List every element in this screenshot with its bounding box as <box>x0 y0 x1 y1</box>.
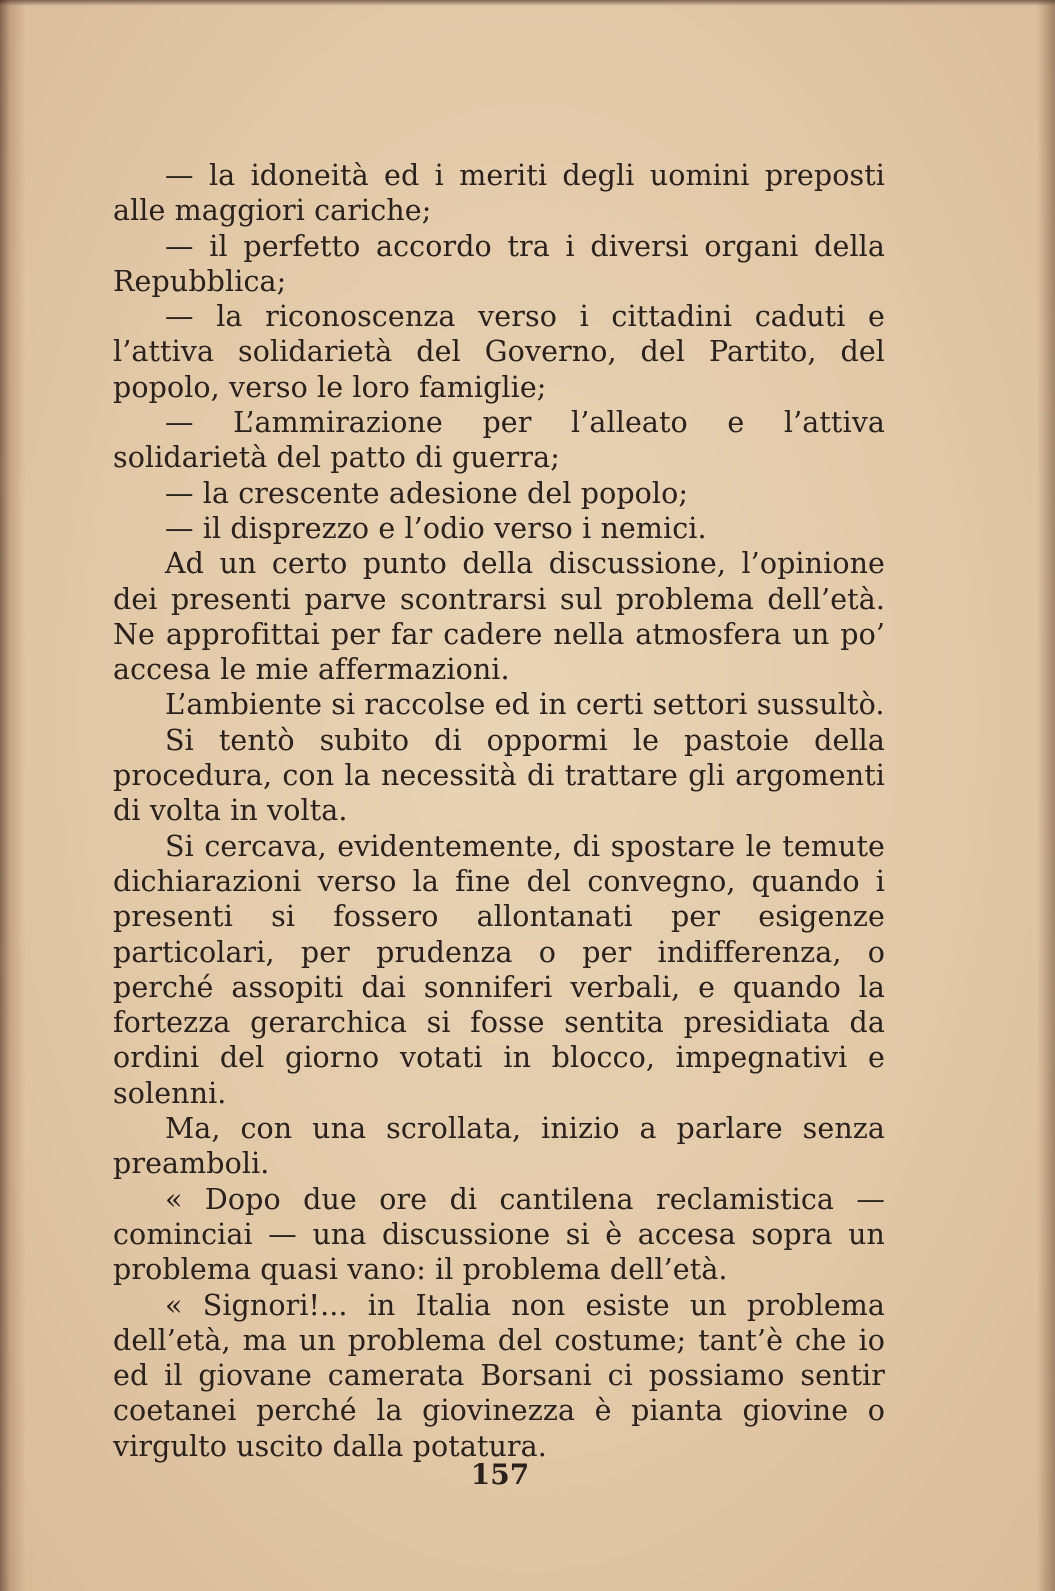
paragraph: — la riconoscenza verso i cittadini caduti e l’attiva solidarietà del Governo, del Partito, del popolo, verso le loro famiglie; <box>113 300 885 404</box>
paragraph: Ma, con una scrollata, inizio a parlare senza preamboli. <box>113 1112 885 1181</box>
paragraph: Si tentò subito di oppormi le pastoie della procedura, con la necessità di trattare gli argomenti di volta in volta. <box>113 723 885 828</box>
body-text <box>113 158 885 1464</box>
paragraph: Ad un certo punto della discussione, l’opinione dei presenti parve scontrarsi sul problema dell’età. Ne approfittai per far cadere nella atmosfera un po’ accesa le mie affermazioni. <box>113 547 885 687</box>
paragraph: — L’ammirazione per l’alleato e l’attiva solidarietà del patto di guerra; <box>113 406 885 475</box>
paragraph: — il disprezzo e l’odio verso i nemici. <box>165 511 707 545</box>
paragraph: « Signori!... in Italia non esiste un problema dell’età, ma un problema del costume; tant’è che io ed il giovane camerata Borsani ci possiamo sentir coetanei perché la giovinezza è pianta giovine o virgulto uscito dalla potatura. <box>113 1288 885 1463</box>
paragraph: — il perfetto accordo tra i diversi organi della Repubblica; <box>113 229 885 298</box>
page-number: 157 <box>470 1458 530 1491</box>
paragraph: « Dopo due ore di cantilena reclamistica — cominciai — una discussione si è accesa sopra un problema quasi vano: il problema dell’età. <box>113 1182 885 1287</box>
paragraph: Si cercava, evidentemente, di spostare le temute dichiarazioni verso la fine del convegno, quando i presenti si fossero allontanati per esigenze particolari, per prudenza o per indifferenza, o perché assopiti dai sonniferi verbali, e quando la fortezza gerarchica si fosse sentita presidiata da ordini del giorno votati in blocco, impegnativi e solenni. <box>113 829 885 1110</box>
paragraph: — la crescente adesione del popolo; <box>165 476 689 510</box>
paragraph: L’ambiente si raccolse ed in certi settori sussultò. <box>165 688 885 722</box>
paragraph: — la idoneità ed i meriti degli uomini preposti alle maggiori cariche; <box>113 159 885 228</box>
